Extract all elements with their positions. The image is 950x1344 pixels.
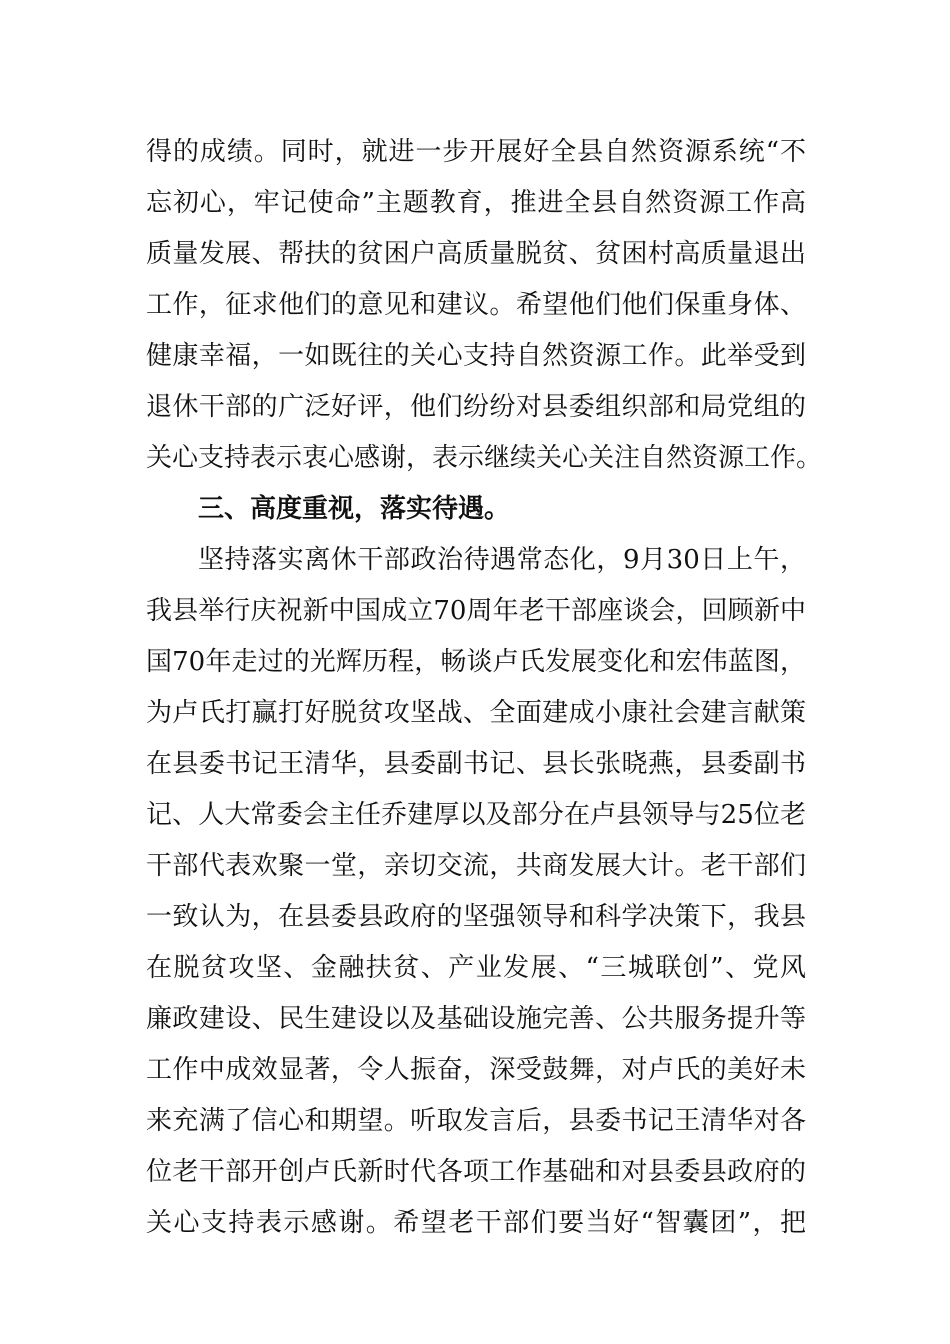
text-line: 退休干部的广泛好评，他们纷纷对县委组织部和局党组的 (146, 392, 806, 422)
text-line: 关心支持表示感谢。希望老干部们要当好“智囊团”，把 (146, 1208, 806, 1238)
text-line: 我县举行庆祝新中国成立70周年老干部座谈会，回顾新中 (146, 596, 806, 626)
text-line: 来充满了信心和期望。听取发言后，县委书记王清华对各 (146, 1106, 806, 1136)
text-line: 关心支持表示衷心感谢，表示继续关心关注自然资源工作。 (146, 443, 823, 473)
text-line: 忘初心，牢记使命”主题教育，推进全县自然资源工作高 (146, 188, 806, 218)
text-line: 得的成绩。同时，就进一步开展好全县自然资源系统“不 (146, 137, 806, 167)
text-line: 廉政建设、民生建设以及基础设施完善、公共服务提升等 (146, 1004, 806, 1034)
section-heading: 三、高度重视，落实待遇。 (198, 494, 511, 524)
text-line: 一致认为，在县委县政府的坚强领导和科学决策下，我县 (146, 902, 806, 932)
text-line: 质量发展、帮扶的贫困户高质量脱贫、贫困村高质量退出 (146, 239, 806, 269)
text-line: 工作中成效显著，令人振奋，深受鼓舞，对卢氏的美好未 (146, 1055, 806, 1085)
text-line: 国70年走过的光辉历程，畅谈卢氏发展变化和宏伟蓝图， (146, 647, 806, 677)
text-line: 干部代表欢聚一堂，亲切交流，共商发展大计。老干部们 (146, 851, 806, 881)
text-line: 记、人大常委会主任乔建厚以及部分在卢县领导与25位老 (146, 800, 806, 830)
text-line: 在县委书记王清华，县委副书记、县长张晓燕，县委副书 (146, 749, 806, 779)
text-line: 在脱贫攻坚、金融扶贫、产业发展、“三城联创”、党风 (146, 953, 806, 983)
text-line: 工作，征求他们的意见和建议。希望他们他们保重身体、 (146, 290, 806, 320)
text-line: 为卢氏打赢打好脱贫攻坚战、全面建成小康社会建言献策 (146, 698, 806, 728)
text-line: 健康幸福，一如既往的关心支持自然资源工作。此举受到 (146, 341, 806, 371)
text-line: 坚持落实离休干部政治待遇常态化，9月30日上午， (198, 545, 806, 575)
text-line: 位老干部开创卢氏新时代各项工作基础和对县委县政府的 (146, 1157, 806, 1187)
